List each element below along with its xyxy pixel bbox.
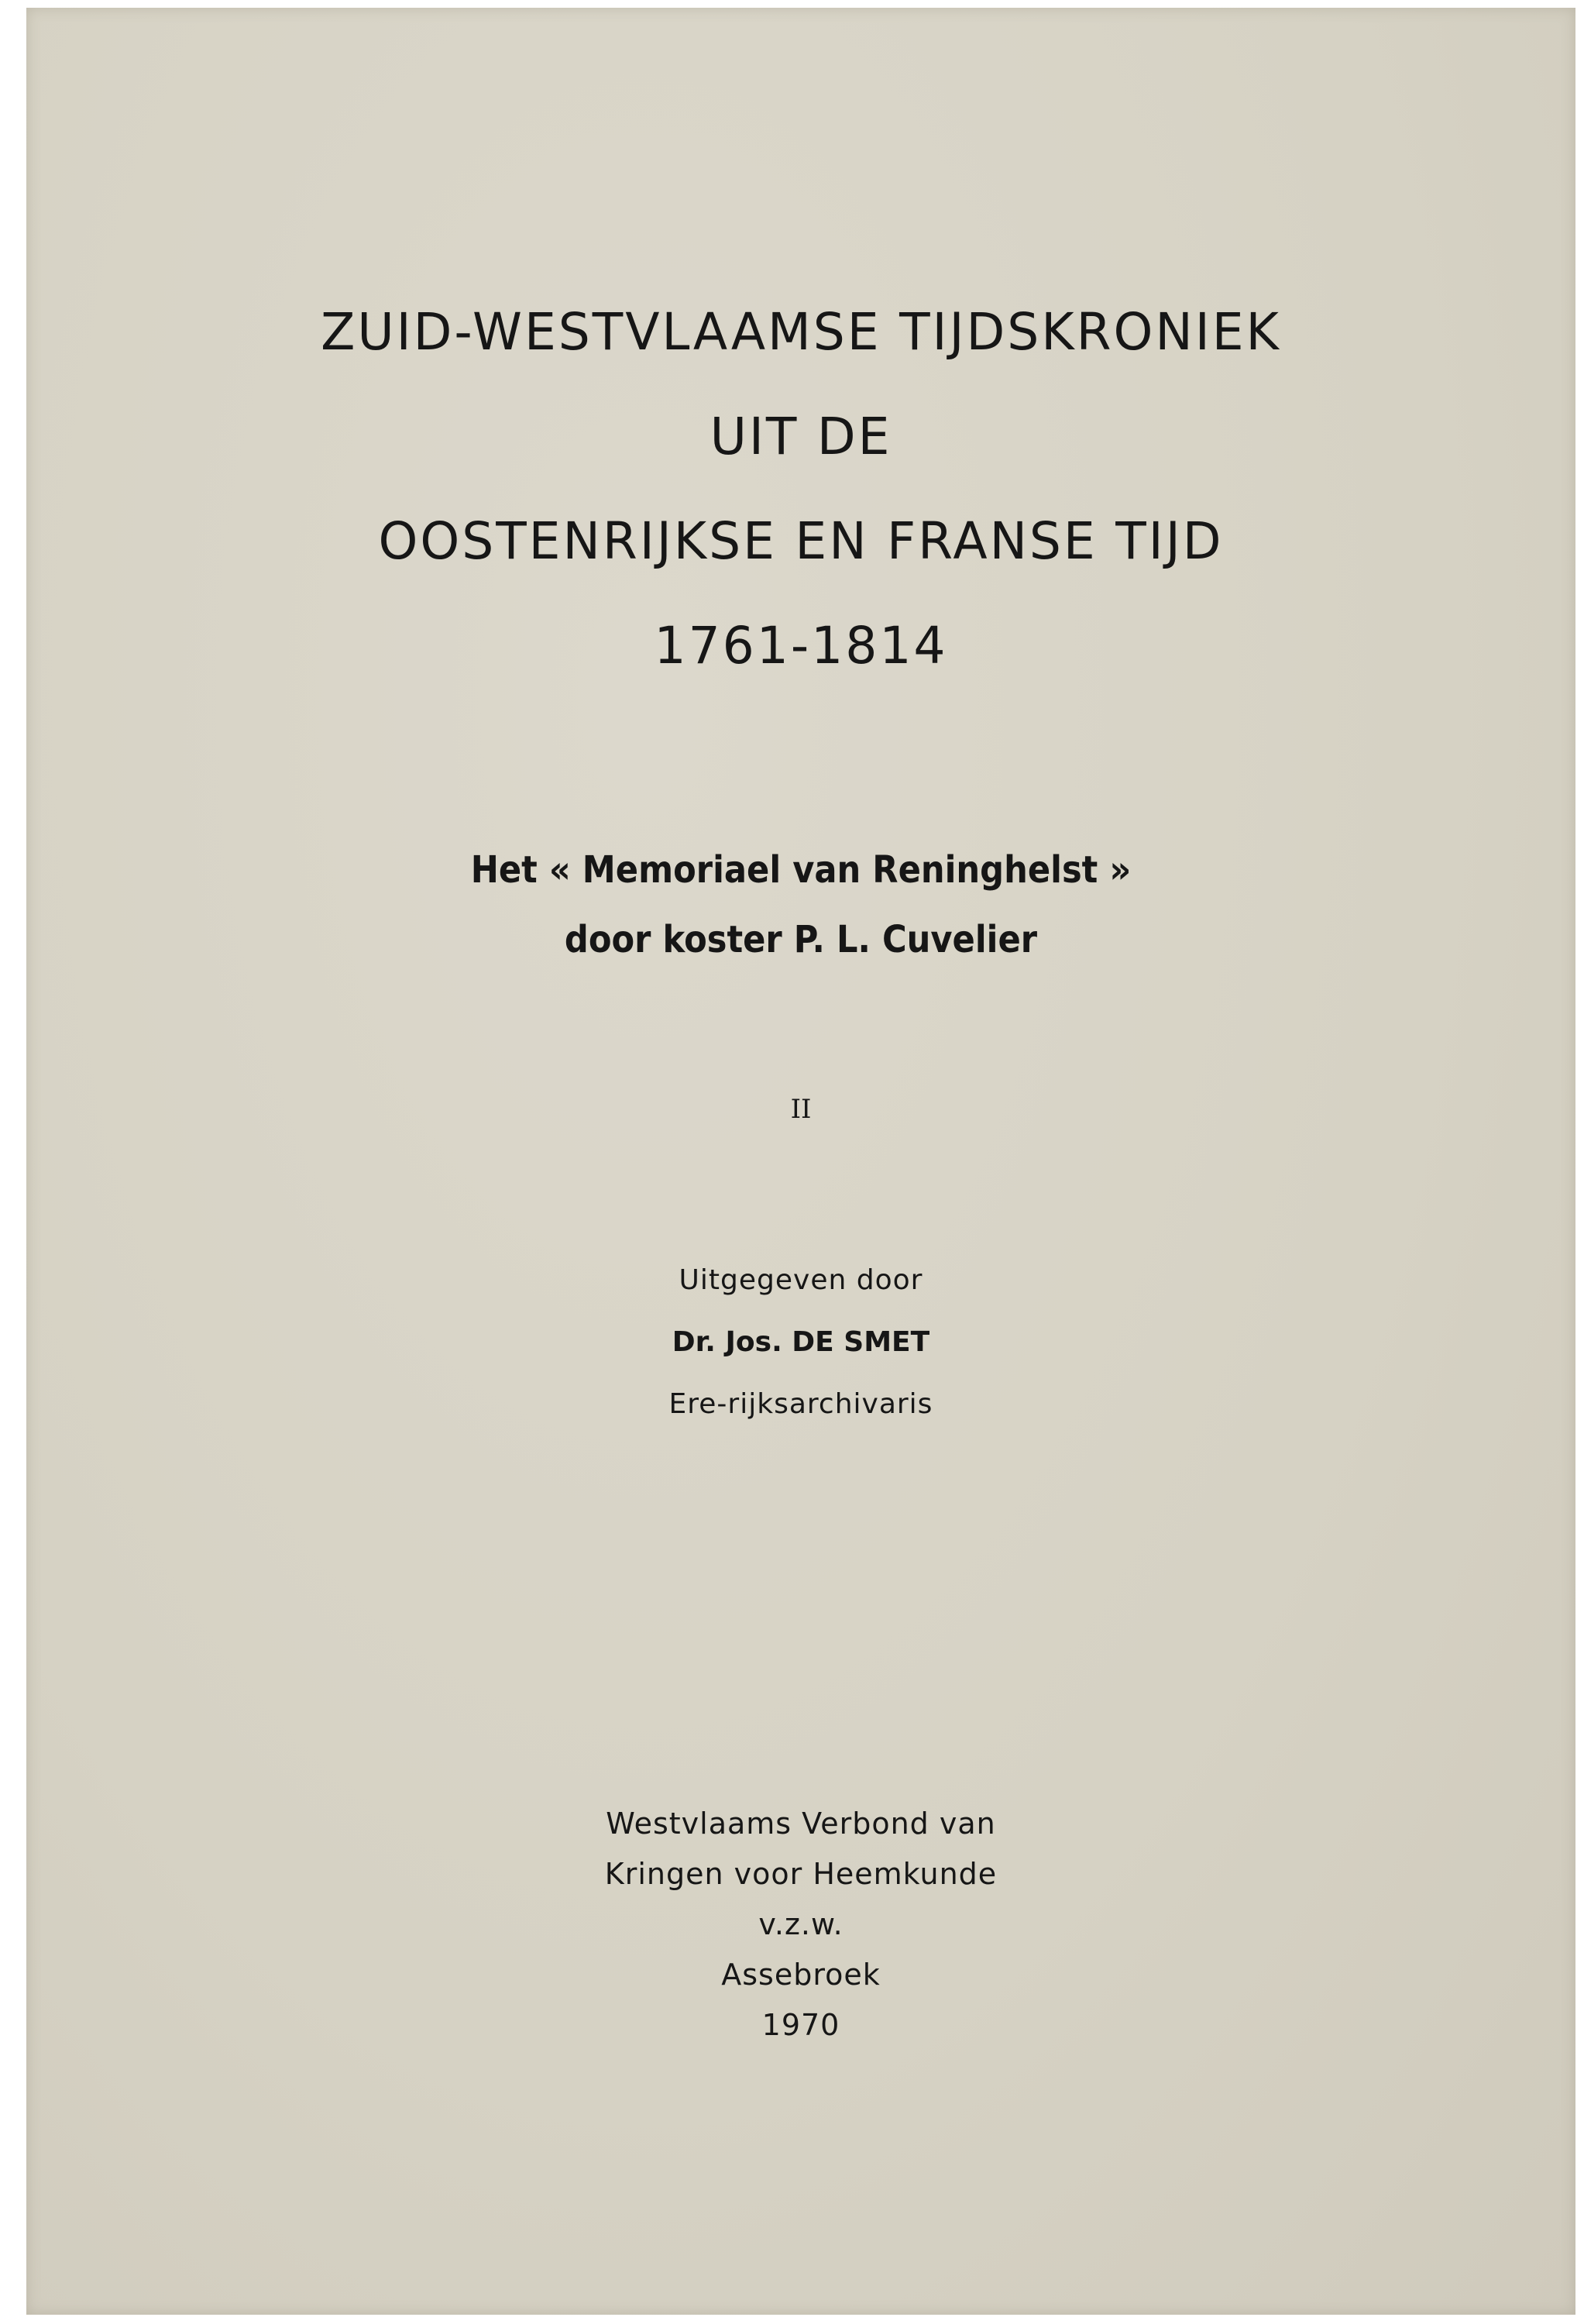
editor-intro: Uitgegeven door (679, 1264, 923, 1296)
editor-role: Ere-rijksarchivaris (668, 1388, 933, 1420)
title-years: 1761-1814 (654, 616, 948, 676)
subtitle-line-2: door koster P. L. Cuvelier (564, 918, 1038, 961)
publisher-line-3: v.z.w. (758, 1907, 844, 1941)
subtitle-line-1: Het « Memoriael van Reninghelst » (470, 848, 1132, 892)
title-line-1: ZUID-WESTVLAAMSE TIJDSKRONIEK (321, 302, 1281, 362)
publisher-line-1: Westvlaams Verbond van (606, 1807, 996, 1841)
title-line-2: UIT DE (710, 407, 892, 466)
volume-number: II (790, 1094, 812, 1125)
book-cover (26, 8, 1575, 2315)
title-line-3: OOSTENRIJKSE EN FRANSE TIJD (378, 511, 1224, 571)
publisher-line-2: Kringen voor Heemkunde (604, 1857, 998, 1891)
publisher-city: Assebroek (721, 1958, 881, 1992)
editor-name: Dr. Jos. DE SMET (672, 1326, 930, 1358)
publication-year: 1970 (761, 2008, 840, 2042)
